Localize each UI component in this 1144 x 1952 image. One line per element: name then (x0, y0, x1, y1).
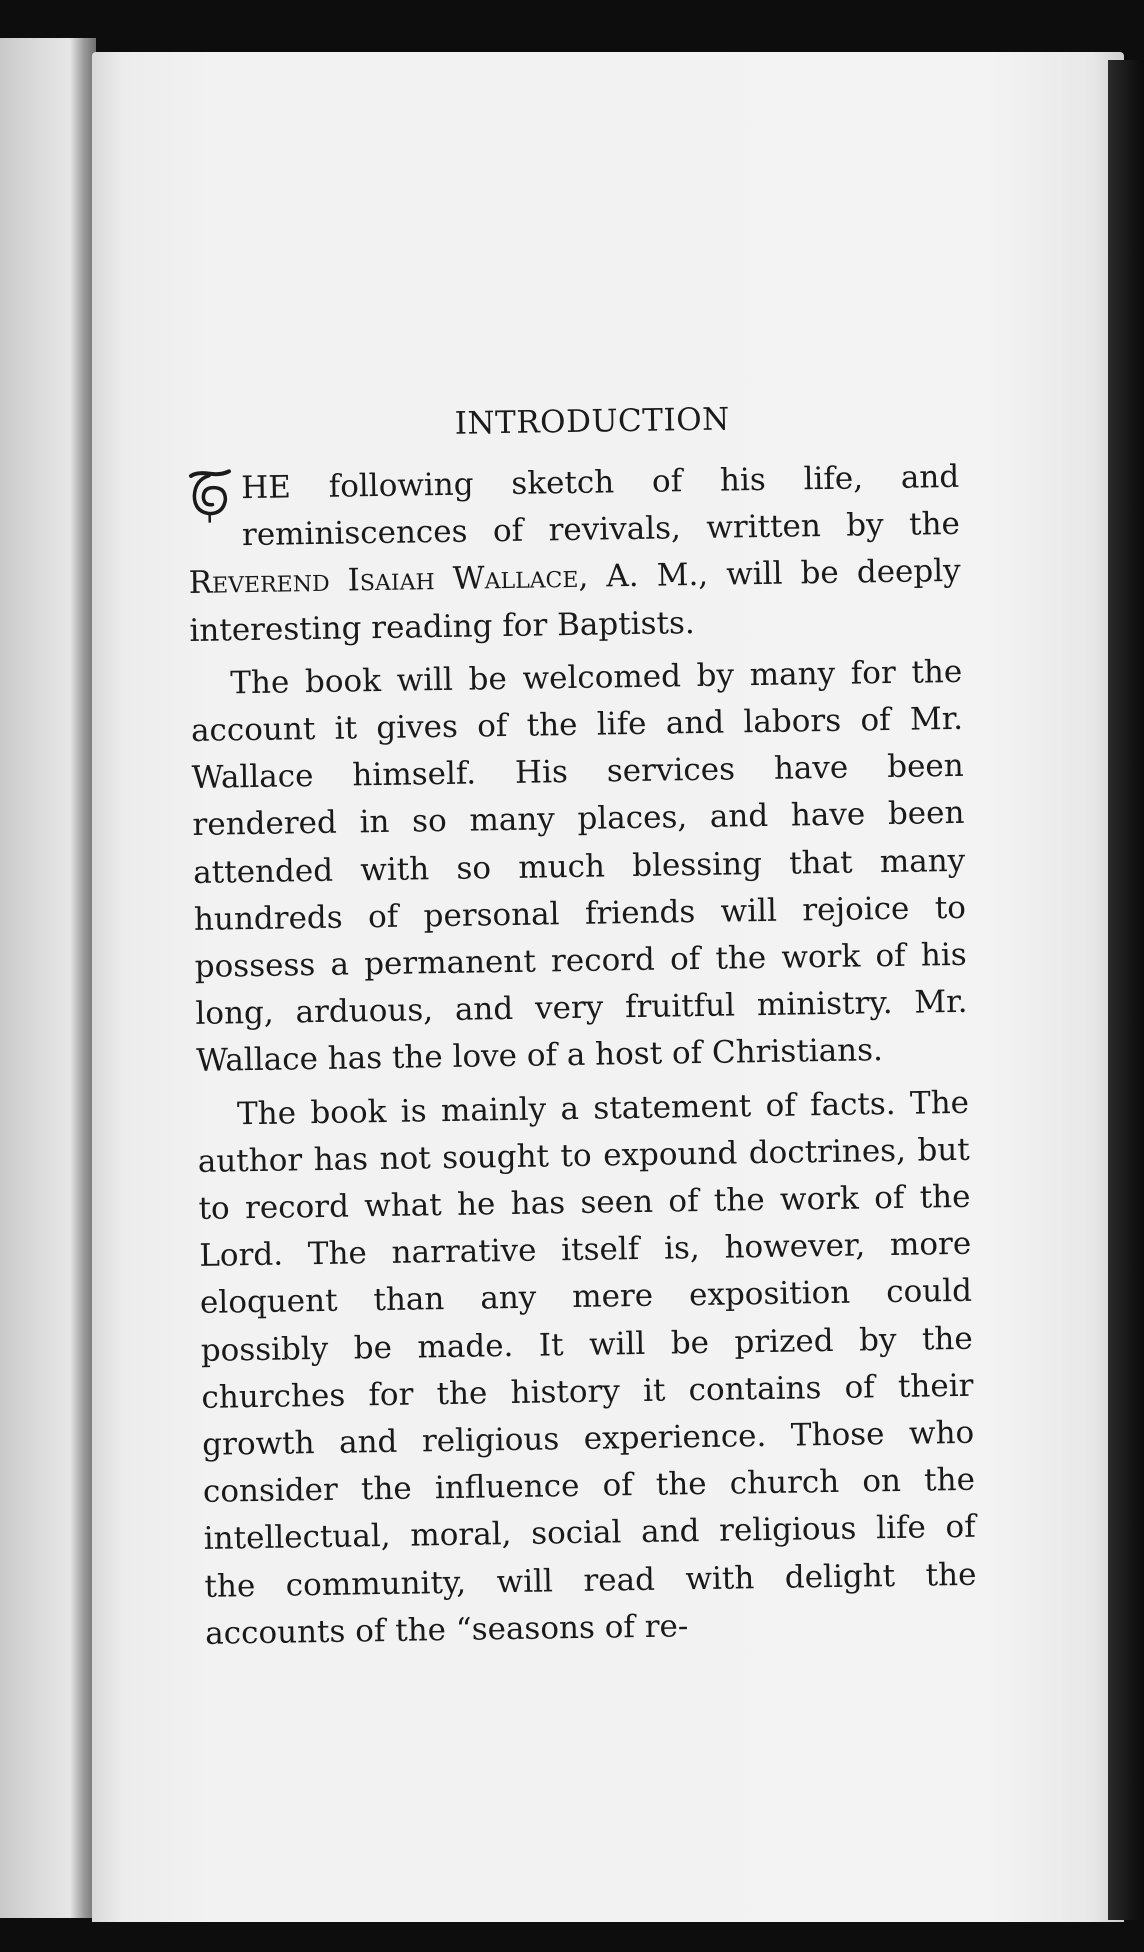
right-shadow (1108, 60, 1144, 1920)
author-name: Reverend Isaiah Wallace (188, 559, 579, 602)
ornamental-letter-T-icon (187, 469, 234, 524)
left-page-edge (0, 38, 96, 1918)
paragraph-2: The book will be welcomed by many for the account it gives of the life and labors of Mr. Wallace himself. His services have been rendered in so many places, and have been attended with so much blessing that many hundreds of personal friends will rejoice to possess a permanent record of the work of his long, arduous, and very fruitful ministry. Mr. Wallace has the love of a host of Christians. (190, 653, 968, 1080)
paragraph-1-end: , A. M., will be deeply interesting reading for Baptists. (189, 553, 961, 649)
page-heading: INTRODUCTION (454, 401, 730, 442)
paragraph-1 (187, 454, 962, 655)
text-block (186, 398, 978, 1658)
paragraph-3: The book is mainly a statement of facts. The author has not sought to expound doctrines, but to record what he has seen of the work of the Lord. The narrative itself is, however, more eloquent than any mere exposition could possibly be made. It will be prized by the churches for the history it contains of their growth and religious experience. Those who consider the influence of the church on the intellectual, moral, social and religious life of the community, will read with delight the accounts of the “seasons of re- (197, 1084, 977, 1652)
paragraph-1-text: HE following sketch of his life, and reminiscences of revivals, written by the (240, 458, 961, 554)
